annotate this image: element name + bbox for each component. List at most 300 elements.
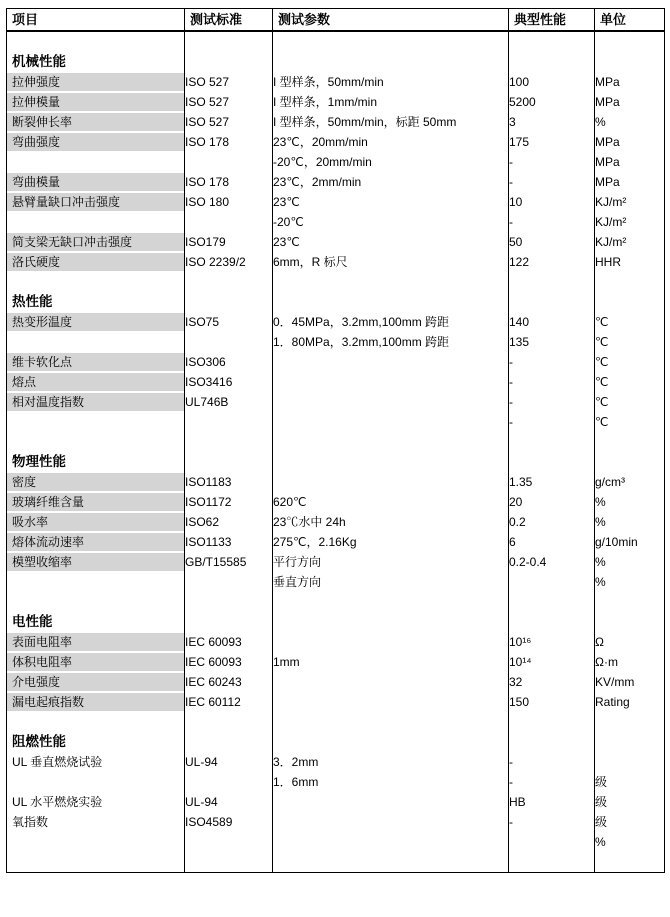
section-title-empty-cell bbox=[595, 52, 665, 72]
typical-value-cell: - bbox=[509, 392, 595, 412]
spacer-cell bbox=[273, 272, 509, 292]
property-name-label: 吸水率 bbox=[7, 513, 184, 531]
test-parameter-cell: 275℃，2.16Kg bbox=[273, 532, 509, 552]
table-row bbox=[7, 192, 665, 212]
typical-value-cell: HB bbox=[509, 792, 595, 812]
test-parameter-cell: 平行方向 bbox=[273, 552, 509, 572]
spacer-cell bbox=[273, 852, 509, 873]
spacer-cell bbox=[273, 592, 509, 612]
unit-cell: g/10min bbox=[595, 532, 665, 552]
property-name-cell bbox=[7, 532, 185, 552]
property-name-cell bbox=[7, 552, 185, 572]
section-title-row bbox=[7, 732, 665, 752]
test-standard-cell: ISO306 bbox=[185, 352, 273, 372]
property-name-cell bbox=[7, 832, 185, 852]
test-standard-cell bbox=[185, 772, 273, 792]
section-title-empty-cell bbox=[273, 612, 509, 632]
property-name-cell bbox=[7, 352, 185, 372]
spacer-cell bbox=[595, 31, 665, 52]
property-name-label: 密度 bbox=[7, 473, 184, 491]
spacer-cell bbox=[7, 31, 185, 52]
unit-cell: 级 bbox=[595, 792, 665, 812]
section-title-empty-cell bbox=[509, 732, 595, 752]
table-row bbox=[7, 332, 665, 352]
typical-value-cell: - bbox=[509, 372, 595, 392]
test-parameter-cell bbox=[273, 792, 509, 812]
test-standard-cell bbox=[185, 832, 273, 852]
test-standard-cell: IEC 60243 bbox=[185, 672, 273, 692]
typical-value-cell: 50 bbox=[509, 232, 595, 252]
section-title-row bbox=[7, 292, 665, 312]
spacer-cell bbox=[7, 592, 185, 612]
test-standard-cell: ISO179 bbox=[185, 232, 273, 252]
table-row bbox=[7, 352, 665, 372]
row-spacer bbox=[7, 31, 665, 52]
test-parameter-cell: 23℃，20mm/min bbox=[273, 132, 509, 152]
column-header bbox=[595, 9, 665, 32]
typical-value-cell: 1.35 bbox=[509, 472, 595, 492]
unit-cell: 级 bbox=[595, 772, 665, 792]
spacer-cell bbox=[595, 852, 665, 873]
unit-cell: Ω bbox=[595, 632, 665, 652]
table-row bbox=[7, 112, 665, 132]
spacer-cell bbox=[185, 432, 273, 452]
section-title-cell bbox=[7, 452, 185, 472]
section-title-empty-cell bbox=[185, 612, 273, 632]
test-standard-cell bbox=[185, 332, 273, 352]
test-standard-cell bbox=[185, 212, 273, 232]
column-header-label: 测试标准 bbox=[190, 12, 243, 27]
test-standard-cell: IEC 60093 bbox=[185, 632, 273, 652]
section-title-cell bbox=[7, 612, 185, 632]
test-parameter-cell bbox=[273, 812, 509, 832]
test-parameter-cell: -20℃，20mm/min bbox=[273, 152, 509, 172]
section-title-cell bbox=[7, 292, 185, 312]
section-title-empty-cell bbox=[185, 452, 273, 472]
property-name-cell bbox=[7, 132, 185, 152]
typical-value-cell: 10 bbox=[509, 192, 595, 212]
unit-cell: ℃ bbox=[595, 332, 665, 352]
section-title-empty-cell bbox=[509, 612, 595, 632]
typical-value-cell: - bbox=[509, 172, 595, 192]
section-title-empty-cell bbox=[273, 452, 509, 472]
section-title-label: 热性能 bbox=[12, 294, 53, 310]
property-name-cell bbox=[7, 472, 185, 492]
row-spacer bbox=[7, 272, 665, 292]
test-standard-cell: UL-94 bbox=[185, 752, 273, 772]
test-parameter-cell: 1mm bbox=[273, 652, 509, 672]
table-row bbox=[7, 572, 665, 592]
property-name-cell bbox=[7, 192, 185, 212]
typical-value-cell: 10¹⁴ bbox=[509, 652, 595, 672]
test-parameter-cell: 1．80MPa，3.2mm,100mm 跨距 bbox=[273, 332, 509, 352]
spacer-cell bbox=[273, 432, 509, 452]
material-spec-table bbox=[6, 8, 665, 873]
typical-value-cell: - bbox=[509, 352, 595, 372]
table-row bbox=[7, 512, 665, 532]
spacer-cell bbox=[509, 592, 595, 612]
typical-value-cell: 6 bbox=[509, 532, 595, 552]
property-name-cell bbox=[7, 412, 185, 432]
typical-value-cell: - bbox=[509, 212, 595, 232]
property-name-cell bbox=[7, 692, 185, 712]
table-row bbox=[7, 672, 665, 692]
table-row bbox=[7, 252, 665, 272]
property-name-cell bbox=[7, 772, 185, 792]
typical-value-cell: 122 bbox=[509, 252, 595, 272]
section-title-row bbox=[7, 612, 665, 632]
spacer-cell bbox=[509, 432, 595, 452]
spacer-cell bbox=[185, 31, 273, 52]
table-row bbox=[7, 492, 665, 512]
table-row bbox=[7, 172, 665, 192]
table-row bbox=[7, 552, 665, 572]
section-title-empty-cell bbox=[595, 612, 665, 632]
test-parameter-cell bbox=[273, 472, 509, 492]
typical-value-cell: - bbox=[509, 772, 595, 792]
unit-cell: % bbox=[595, 492, 665, 512]
table-row bbox=[7, 212, 665, 232]
table-row bbox=[7, 652, 665, 672]
property-name-label bbox=[7, 773, 184, 791]
unit-cell: HHR bbox=[595, 252, 665, 272]
section-title-label: 电性能 bbox=[12, 614, 53, 630]
table-row bbox=[7, 72, 665, 92]
section-title-label: 阻燃性能 bbox=[12, 734, 66, 750]
section-title-cell bbox=[7, 52, 185, 72]
property-name-label: 洛氏硬度 bbox=[7, 253, 184, 271]
table-row bbox=[7, 692, 665, 712]
property-name-label: 热变形温度 bbox=[7, 313, 184, 331]
unit-cell: KJ/m² bbox=[595, 212, 665, 232]
test-standard-cell: ISO1133 bbox=[185, 532, 273, 552]
typical-value-cell: 20 bbox=[509, 492, 595, 512]
property-name-label: 拉伸强度 bbox=[7, 73, 184, 91]
property-name-cell bbox=[7, 312, 185, 332]
test-parameter-cell: 0．45MPa，3.2mm,100mm 跨距 bbox=[273, 312, 509, 332]
test-standard-cell: ISO3416 bbox=[185, 372, 273, 392]
property-name-label: 悬臂量缺口冲击强度 bbox=[7, 193, 184, 211]
property-name-label: 氧指数 bbox=[12, 815, 49, 829]
test-parameter-cell: I 型样条，50mm/min bbox=[273, 72, 509, 92]
section-title-empty-cell bbox=[273, 292, 509, 312]
table-row bbox=[7, 152, 665, 172]
property-name-cell bbox=[7, 72, 185, 92]
column-header-label: 测试参数 bbox=[278, 12, 331, 27]
test-standard-cell: IEC 60093 bbox=[185, 652, 273, 672]
section-title-empty-cell bbox=[595, 732, 665, 752]
unit-cell bbox=[595, 752, 665, 772]
table-row bbox=[7, 372, 665, 392]
unit-cell: ℃ bbox=[595, 372, 665, 392]
typical-value-cell bbox=[509, 572, 595, 592]
property-name-cell bbox=[7, 672, 185, 692]
typical-value-cell: - bbox=[509, 412, 595, 432]
row-spacer bbox=[7, 592, 665, 612]
unit-cell: % bbox=[595, 512, 665, 532]
test-standard-cell: UL-94 bbox=[185, 792, 273, 812]
test-standard-cell: ISO 527 bbox=[185, 112, 273, 132]
unit-cell: ℃ bbox=[595, 412, 665, 432]
typical-value-cell: - bbox=[509, 152, 595, 172]
test-parameter-cell: 垂直方向 bbox=[273, 572, 509, 592]
property-name-cell bbox=[7, 332, 185, 352]
unit-cell: MPa bbox=[595, 172, 665, 192]
property-name-label: 拉伸模量 bbox=[7, 93, 184, 111]
spacer-cell bbox=[595, 432, 665, 452]
typical-value-cell: - bbox=[509, 812, 595, 832]
section-title-empty-cell bbox=[185, 52, 273, 72]
column-header bbox=[509, 9, 595, 32]
property-name-label: 玻璃纤维含量 bbox=[7, 493, 184, 511]
property-name-label bbox=[7, 573, 184, 591]
test-standard-cell: GB/T15585 bbox=[185, 552, 273, 572]
property-name-cell bbox=[7, 812, 185, 832]
row-spacer bbox=[7, 432, 665, 452]
unit-cell: % bbox=[595, 112, 665, 132]
test-standard-cell: ISO 527 bbox=[185, 72, 273, 92]
section-title-empty-cell bbox=[595, 452, 665, 472]
typical-value-cell: 140 bbox=[509, 312, 595, 332]
column-header bbox=[7, 9, 185, 32]
spacer-cell bbox=[509, 31, 595, 52]
bottom-spacer-row bbox=[7, 852, 665, 873]
property-name-label: UL 水平燃烧实验 bbox=[12, 795, 103, 809]
spacer-cell bbox=[273, 712, 509, 732]
test-parameter-cell: 23℃ bbox=[273, 232, 509, 252]
property-name-cell bbox=[7, 492, 185, 512]
property-name-label: 介电强度 bbox=[7, 673, 184, 691]
property-name-cell bbox=[7, 92, 185, 112]
property-name-cell bbox=[7, 152, 185, 172]
table-row bbox=[7, 392, 665, 412]
property-name-label: 漏电起痕指数 bbox=[7, 693, 184, 711]
unit-cell: % bbox=[595, 572, 665, 592]
property-name-label bbox=[7, 213, 184, 231]
property-name-label: 断裂伸长率 bbox=[7, 113, 184, 131]
table-row bbox=[7, 632, 665, 652]
test-standard-cell: ISO75 bbox=[185, 312, 273, 332]
spacer-cell bbox=[185, 712, 273, 732]
property-name-label: 弯曲模量 bbox=[7, 173, 184, 191]
section-title-cell bbox=[7, 732, 185, 752]
spacer-cell bbox=[7, 272, 185, 292]
table-row bbox=[7, 232, 665, 252]
column-header-label: 单位 bbox=[600, 12, 627, 27]
unit-cell: KV/mm bbox=[595, 672, 665, 692]
test-parameter-cell bbox=[273, 632, 509, 652]
test-parameter-cell: 23℃水中 24h bbox=[273, 512, 509, 532]
column-header bbox=[273, 9, 509, 32]
property-name-label: 表面电阻率 bbox=[7, 633, 184, 651]
spacer-cell bbox=[7, 852, 185, 873]
test-standard-cell: ISO1183 bbox=[185, 472, 273, 492]
table-row bbox=[7, 412, 665, 432]
test-standard-cell: ISO4589 bbox=[185, 812, 273, 832]
test-standard-cell bbox=[185, 572, 273, 592]
property-name-label bbox=[7, 413, 184, 431]
table-row bbox=[7, 752, 665, 772]
property-name-label: 弯曲强度 bbox=[7, 133, 184, 151]
property-name-label bbox=[7, 333, 184, 351]
section-title-label: 机械性能 bbox=[12, 54, 66, 70]
unit-cell: ℃ bbox=[595, 352, 665, 372]
section-title-empty-cell bbox=[185, 732, 273, 752]
property-name-cell bbox=[7, 112, 185, 132]
spacer-cell bbox=[273, 31, 509, 52]
property-name-cell bbox=[7, 512, 185, 532]
section-title-row bbox=[7, 52, 665, 72]
section-title-row bbox=[7, 452, 665, 472]
unit-cell: KJ/m² bbox=[595, 232, 665, 252]
property-name-label bbox=[7, 153, 184, 171]
property-name-cell bbox=[7, 632, 185, 652]
table-row bbox=[7, 312, 665, 332]
spacer-cell bbox=[509, 852, 595, 873]
column-header bbox=[185, 9, 273, 32]
unit-cell: MPa bbox=[595, 72, 665, 92]
test-parameter-cell: 1．6mm bbox=[273, 772, 509, 792]
unit-cell: g/cm³ bbox=[595, 472, 665, 492]
typical-value-cell: 3 bbox=[509, 112, 595, 132]
test-standard-cell: UL746B bbox=[185, 392, 273, 412]
property-name-cell bbox=[7, 652, 185, 672]
spacer-cell bbox=[185, 272, 273, 292]
column-header-label: 典型性能 bbox=[514, 12, 567, 27]
test-parameter-cell bbox=[273, 692, 509, 712]
typical-value-cell: 175 bbox=[509, 132, 595, 152]
section-title-empty-cell bbox=[509, 292, 595, 312]
table-header-row bbox=[7, 9, 665, 32]
unit-cell: ℃ bbox=[595, 312, 665, 332]
test-parameter-cell: I 型样条，1mm/min bbox=[273, 92, 509, 112]
test-standard-cell bbox=[185, 412, 273, 432]
column-header-label: 项目 bbox=[12, 12, 39, 27]
property-name-label: 模塑收缩率 bbox=[7, 553, 184, 571]
test-standard-cell: IEC 60112 bbox=[185, 692, 273, 712]
test-parameter-cell bbox=[273, 352, 509, 372]
property-name-cell bbox=[7, 372, 185, 392]
section-title-empty-cell bbox=[185, 292, 273, 312]
typical-value-cell: 150 bbox=[509, 692, 595, 712]
property-name-cell bbox=[7, 572, 185, 592]
property-name-cell bbox=[7, 212, 185, 232]
table-row bbox=[7, 812, 665, 832]
unit-cell: KJ/m² bbox=[595, 192, 665, 212]
property-name-label: 维卡软化点 bbox=[7, 353, 184, 371]
property-name-label: 熔体流动速率 bbox=[7, 533, 184, 551]
table-row bbox=[7, 532, 665, 552]
property-name-cell bbox=[7, 752, 185, 772]
spacer-cell bbox=[7, 432, 185, 452]
test-standard-cell: ISO 2239/2 bbox=[185, 252, 273, 272]
test-parameter-cell: 3．2mm bbox=[273, 752, 509, 772]
typical-value-cell: 0.2 bbox=[509, 512, 595, 532]
unit-cell: Rating bbox=[595, 692, 665, 712]
spacer-cell bbox=[509, 712, 595, 732]
property-name-label bbox=[7, 833, 184, 851]
section-title-empty-cell bbox=[595, 292, 665, 312]
typical-value-cell: 10¹⁶ bbox=[509, 632, 595, 652]
test-parameter-cell bbox=[273, 372, 509, 392]
test-parameter-cell: 6mm，R 标尺 bbox=[273, 252, 509, 272]
spacer-cell bbox=[595, 592, 665, 612]
section-title-label: 物理性能 bbox=[12, 454, 66, 470]
typical-value-cell: 100 bbox=[509, 72, 595, 92]
table-row bbox=[7, 92, 665, 112]
property-name-label: 体积电阻率 bbox=[7, 653, 184, 671]
spacer-cell bbox=[595, 712, 665, 732]
test-parameter-cell: 620℃ bbox=[273, 492, 509, 512]
unit-cell: 级 bbox=[595, 812, 665, 832]
row-spacer bbox=[7, 712, 665, 732]
property-name-label: 相对温度指数 bbox=[7, 393, 184, 411]
test-standard-cell: ISO62 bbox=[185, 512, 273, 532]
spacer-cell bbox=[185, 592, 273, 612]
test-standard-cell bbox=[185, 152, 273, 172]
typical-value-cell: 32 bbox=[509, 672, 595, 692]
property-name-cell bbox=[7, 252, 185, 272]
unit-cell: MPa bbox=[595, 92, 665, 112]
test-parameter-cell: I 型样条，50mm/min，标距 50mm bbox=[273, 112, 509, 132]
table-row bbox=[7, 772, 665, 792]
section-title-empty-cell bbox=[509, 52, 595, 72]
test-standard-cell: ISO 178 bbox=[185, 172, 273, 192]
property-name-label: 简支梁无缺口冲击强度 bbox=[7, 233, 184, 251]
unit-cell: MPa bbox=[595, 132, 665, 152]
property-name-cell bbox=[7, 792, 185, 812]
typical-value-cell: 135 bbox=[509, 332, 595, 352]
property-name-cell bbox=[7, 172, 185, 192]
typical-value-cell: 5200 bbox=[509, 92, 595, 112]
test-parameter-cell: 23℃ bbox=[273, 192, 509, 212]
test-standard-cell: ISO 527 bbox=[185, 92, 273, 112]
typical-value-cell: 0.2-0.4 bbox=[509, 552, 595, 572]
section-title-empty-cell bbox=[273, 52, 509, 72]
table-row bbox=[7, 472, 665, 492]
unit-cell: ℃ bbox=[595, 392, 665, 412]
property-name-cell bbox=[7, 232, 185, 252]
test-standard-cell: ISO 178 bbox=[185, 132, 273, 152]
table-row bbox=[7, 832, 665, 852]
section-title-empty-cell bbox=[273, 732, 509, 752]
test-parameter-cell: -20℃ bbox=[273, 212, 509, 232]
unit-cell: % bbox=[595, 552, 665, 572]
typical-value-cell: - bbox=[509, 752, 595, 772]
property-name-cell bbox=[7, 392, 185, 412]
unit-cell: MPa bbox=[595, 152, 665, 172]
test-parameter-cell bbox=[273, 832, 509, 852]
test-parameter-cell bbox=[273, 392, 509, 412]
property-name-label: 熔点 bbox=[7, 373, 184, 391]
unit-cell: % bbox=[595, 832, 665, 852]
table-row bbox=[7, 792, 665, 812]
test-standard-cell: ISO1172 bbox=[185, 492, 273, 512]
test-parameter-cell bbox=[273, 412, 509, 432]
unit-cell: Ω·m bbox=[595, 652, 665, 672]
spacer-cell bbox=[509, 272, 595, 292]
test-standard-cell: ISO 180 bbox=[185, 192, 273, 212]
property-name-label: UL 垂直燃烧试验 bbox=[12, 755, 103, 769]
test-parameter-cell: 23℃，2mm/min bbox=[273, 172, 509, 192]
spacer-cell bbox=[595, 272, 665, 292]
typical-value-cell bbox=[509, 832, 595, 852]
section-title-empty-cell bbox=[509, 452, 595, 472]
table-row bbox=[7, 132, 665, 152]
spacer-cell bbox=[7, 712, 185, 732]
spacer-cell bbox=[185, 852, 273, 873]
test-parameter-cell bbox=[273, 672, 509, 692]
